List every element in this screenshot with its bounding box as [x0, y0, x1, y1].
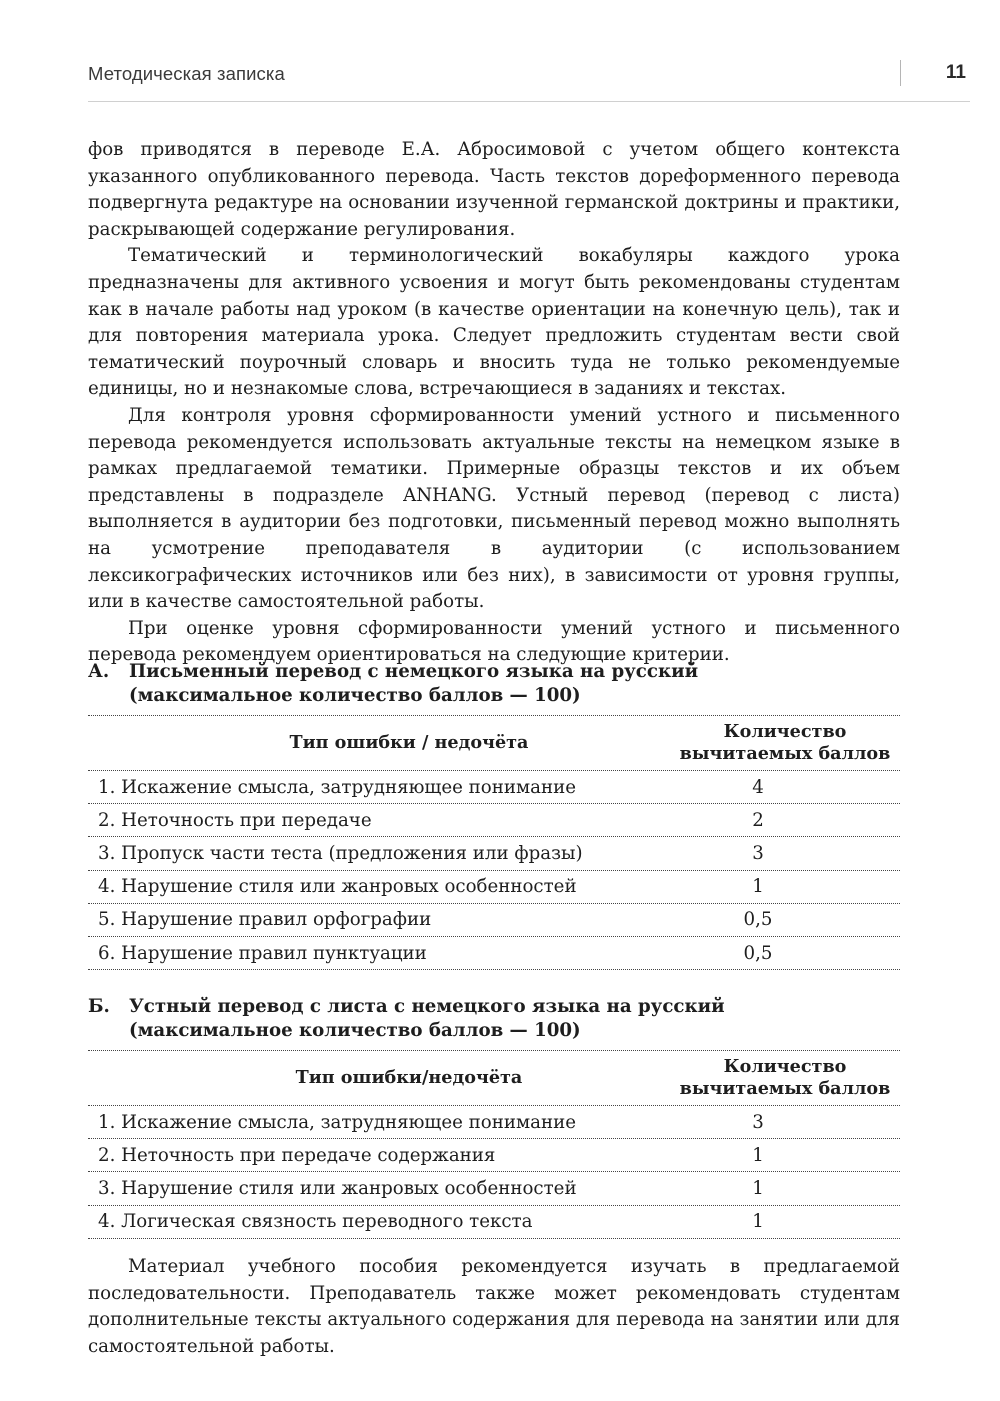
table-row — [88, 1206, 900, 1239]
column-header-points: Количество вычитаемых баллов — [679, 1056, 891, 1099]
error-type-cell: 4. Логическая связность переводного текста — [98, 1211, 533, 1233]
error-type-cell: 6. Нарушение правил пунктуации — [98, 942, 427, 964]
header-divider — [900, 60, 901, 86]
section-b-heading — [88, 995, 900, 1043]
points-cell: 0,5 — [743, 942, 773, 964]
page-number: 11 — [945, 62, 966, 83]
running-header-title: Методическая записка — [88, 63, 285, 84]
error-type-cell: 1. Искажение смысла, затрудняющее понимание — [98, 1111, 576, 1133]
points-cell: 2 — [752, 809, 764, 831]
points-cell: 1 — [752, 876, 764, 898]
body-text — [88, 137, 900, 669]
table-header — [88, 716, 900, 771]
section-b-title: Устный перевод с листа с немецкого языка на русский — [129, 996, 725, 1017]
points-cell: 0,5 — [743, 909, 773, 931]
error-type-cell: 2. Неточность при передаче — [98, 809, 372, 831]
error-type-cell: 5. Нарушение правил орфографии — [98, 909, 432, 931]
points-cell: 3 — [752, 1111, 764, 1133]
points-cell: 1 — [752, 1177, 764, 1199]
points-cell: 1 — [752, 1211, 764, 1233]
paragraph: При оценке уровня сформированности умений устного и письменного перевода рекомендуем ориентироваться на следующие критерии. — [88, 617, 900, 666]
paragraph: Материал учебного пособия рекомендуется изучать в предлагаемой последовательности. Преподаватель также может рекомендовать студентам дополнительные тексты актуального содержания для перевода на занятии или для самостоятельной работы. — [88, 1256, 900, 1357]
table-row — [88, 937, 900, 970]
section-a-subtitle: (максимальное количество баллов — 100) — [129, 685, 581, 706]
closing-text — [88, 1254, 900, 1360]
section-a-letter: А. — [88, 661, 110, 682]
section-a-table — [88, 715, 900, 970]
error-type-cell: 3. Нарушение стиля или жанровых особенностей — [98, 1177, 577, 1199]
table-row — [88, 1139, 900, 1172]
table-header — [88, 1051, 900, 1106]
error-type-cell: 3. Пропуск части теста (предложения или фразы) — [98, 842, 583, 864]
section-b-subtitle: (максимальное количество баллов — 100) — [129, 1020, 581, 1041]
table-row — [88, 771, 900, 804]
error-type-cell: 4. Нарушение стиля или жанровых особенностей — [98, 876, 577, 898]
table-row — [88, 1106, 900, 1139]
table-row — [88, 904, 900, 937]
section-a-title: Письменный перевод с немецкого языка на русский — [129, 661, 699, 682]
table-row — [88, 871, 900, 904]
column-header-error-type: Тип ошибки / недочёта — [289, 732, 529, 753]
column-header-points: Количество вычитаемых баллов — [679, 721, 891, 764]
points-cell: 4 — [752, 776, 764, 798]
running-header — [88, 60, 970, 102]
paragraph: фов приводятся в переводе Е.А. Абросимовой с учетом общего контекста указанного опубликованного перевода. Часть текстов дореформенного перевода подвергнута редактуре на основании изученной германской доктрины и практики, раскрывающей содержание регулирования. — [88, 139, 900, 240]
table-row — [88, 1172, 900, 1205]
section-a-heading — [88, 660, 900, 708]
section-b-letter: Б. — [88, 996, 110, 1017]
paragraph: Тематический и терминологический вокабуляры каждого урока предназначены для активного усвоения и могут быть рекомендованы студентам как в начале работы над уроком (в качестве ориентации на конечную цель), так и для повторения материала урока. Следует предложить студентам вести свой тематический поурочный словарь и вносить туда не только рекомендуемые единицы, но и незнакомые слова, встречающиеся в заданиях и текстах. — [88, 245, 900, 400]
points-cell: 3 — [752, 842, 764, 864]
error-type-cell: 2. Неточность при передаче содержания — [98, 1144, 496, 1166]
points-cell: 1 — [752, 1144, 764, 1166]
table-row — [88, 804, 900, 837]
column-header-error-type: Тип ошибки/недочёта — [295, 1067, 523, 1088]
section-b-table — [88, 1050, 900, 1239]
paragraph: Для контроля уровня сформированности умений устного и письменного перевода рекомендуется использовать актуальные тексты на немецком языке в рамках предлагаемой тематики. Примерные образцы текстов и их объем представлены в подразделе ANHANG. Устный перевод (перевод с листа) выполняется в аудитории без подготовки, письменный перевод можно выполнять на усмотрение преподавателя в аудитории (с использованием лексикографических источников или без них), в зависимости от уровня группы, или в качестве самостоятельной работы. — [88, 404, 900, 613]
error-type-cell: 1. Искажение смысла, затрудняющее понимание — [98, 776, 576, 798]
table-row — [88, 837, 900, 870]
